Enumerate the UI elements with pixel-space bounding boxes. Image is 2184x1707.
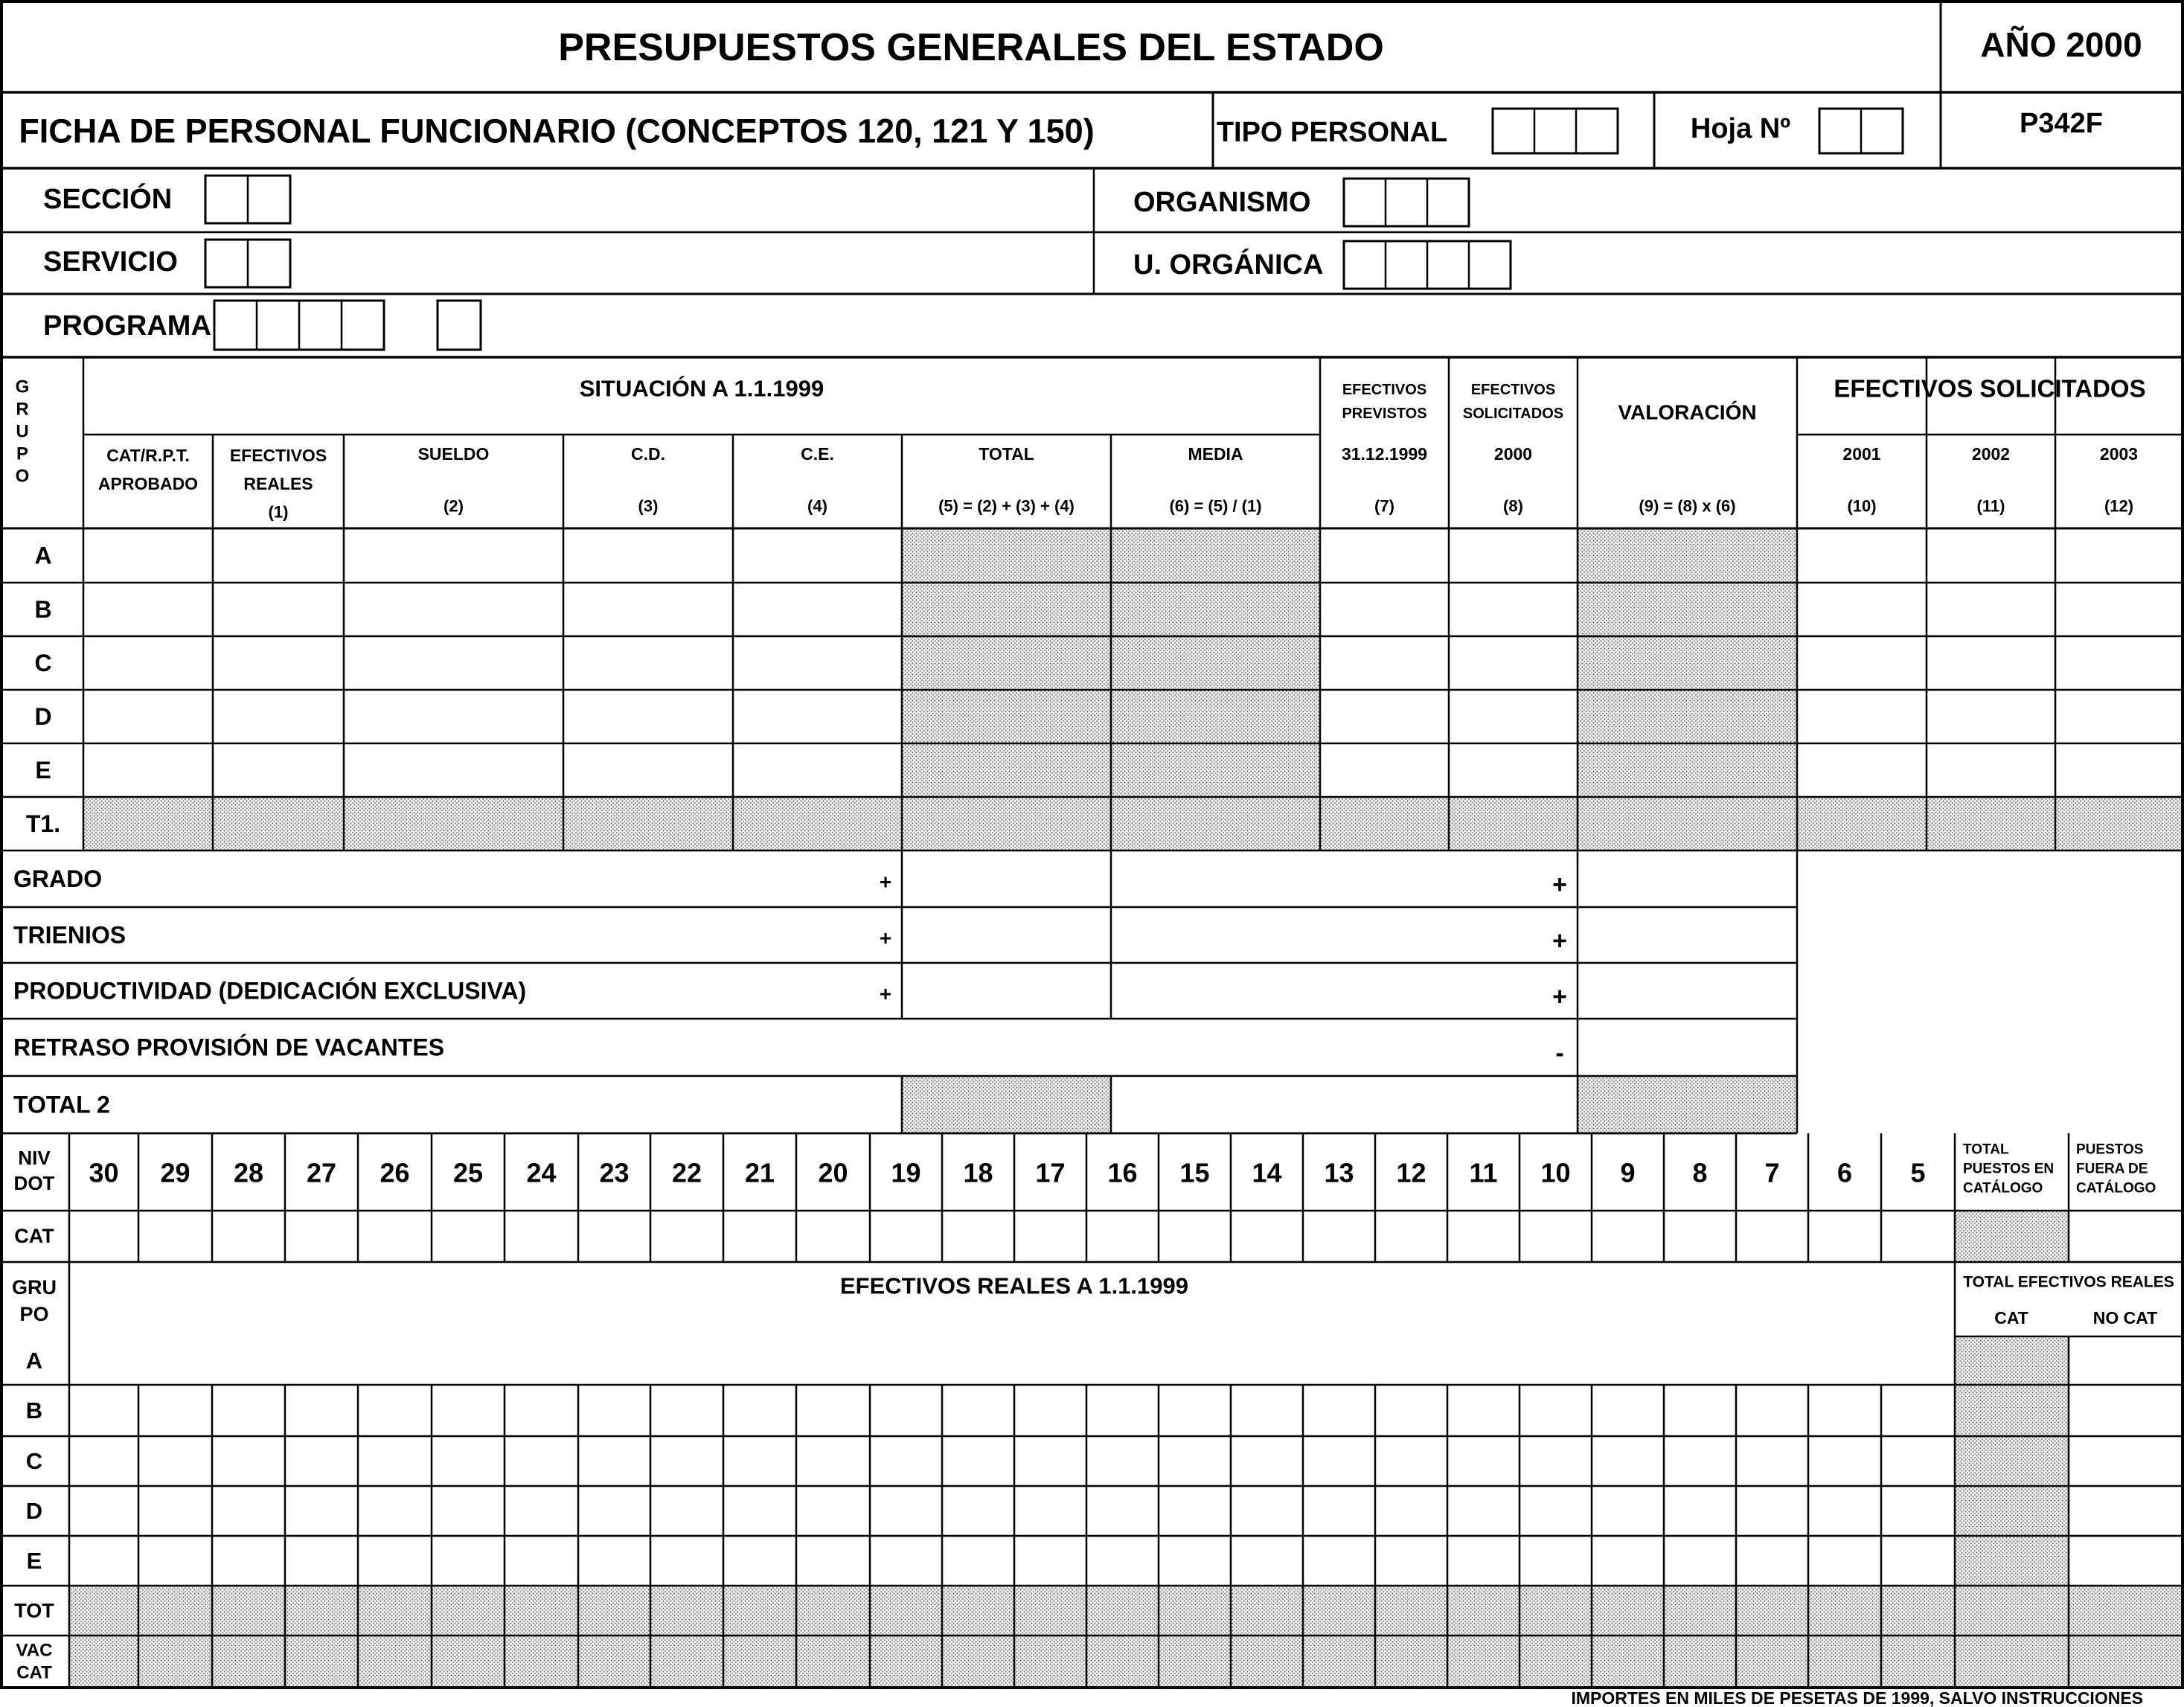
column-number: (12) [2104, 496, 2134, 516]
grupo-label: PO [19, 1303, 49, 1325]
organismo-label: ORGANISMO [1133, 187, 1311, 218]
shaded-cell [1578, 690, 1797, 743]
total-row-shade [83, 797, 2183, 851]
efectivos-solicitados-header: SOLICITADOS [1462, 406, 1564, 422]
u-organica-label: U. ORGÁNICA [1133, 249, 1324, 281]
sign: + [1552, 926, 1567, 955]
total-puestos-header: TOTAL [1963, 1141, 2009, 1158]
level-23: 23 [599, 1157, 630, 1188]
total-puestos-header: CATÁLOGO [1963, 1180, 2043, 1197]
level-15: 15 [1179, 1157, 1210, 1188]
grupo-row-E: E [26, 1548, 42, 1574]
column-number: (5) = (2) + (3) + (4) [938, 496, 1075, 516]
row-label-E: E [35, 757, 51, 784]
shaded-cell [1955, 1336, 2069, 1385]
niv-dot-label: NIV [18, 1147, 51, 1169]
column-number: (8) [1503, 496, 1523, 516]
level-14: 14 [1252, 1157, 1282, 1188]
niv-dot-label: DOT [13, 1172, 55, 1194]
level-18: 18 [963, 1157, 993, 1188]
column-label: APROBADO [97, 474, 199, 493]
column-number: (7) [1374, 496, 1394, 516]
grupo-letter: P [16, 443, 29, 464]
shaded-cell [1111, 528, 1320, 583]
puestos-fuera-header: PUESTOS [2076, 1141, 2144, 1158]
programa-extra-input[interactable] [438, 301, 481, 350]
vac-cat-label: CAT [16, 1662, 52, 1683]
year-label: AÑO 2000 [1980, 25, 2142, 64]
extra-row-label: RETRASO PROVISIÓN DE VACANTES [13, 1034, 445, 1061]
level-29: 29 [160, 1157, 190, 1188]
level-8: 8 [1692, 1157, 1708, 1188]
column-number: (11) [1976, 496, 2005, 516]
shaded-cell [1955, 1436, 2069, 1486]
total2-shade [1578, 1076, 1797, 1133]
organismo-input[interactable] [1344, 179, 1469, 226]
extra-row-label: TRIENIOS [13, 921, 127, 949]
level-5: 5 [1910, 1157, 1926, 1188]
column-label: CAT/R.P.T. [106, 446, 190, 465]
u-organica-input[interactable] [1344, 241, 1511, 289]
shaded-cell [1955, 1385, 2069, 1436]
sign: + [879, 870, 892, 894]
total2-shade [902, 1076, 1111, 1133]
column-number: (1) [268, 502, 289, 522]
level-27: 27 [306, 1157, 337, 1188]
efectivos-reales-header: EFECTIVOS REALES A 1.1.1999 [839, 1272, 1189, 1299]
level-6: 6 [1836, 1157, 1853, 1188]
shaded-cell [1955, 1486, 2069, 1536]
cat-col-header: CAT [1994, 1308, 2028, 1328]
total-puestos-header: PUESTOS EN [1963, 1161, 2055, 1177]
level-12: 12 [1396, 1157, 1426, 1188]
column-label: C.D. [631, 444, 665, 464]
column-number: (3) [638, 496, 659, 516]
vac-cat-label: VAC [16, 1640, 53, 1661]
level-9: 9 [1620, 1157, 1636, 1188]
sign: - [1555, 1039, 1564, 1068]
grupo-label: GRU [12, 1276, 57, 1298]
grupo-letter: U [16, 421, 29, 442]
programa-label: PROGRAMA [43, 310, 211, 342]
extra-row-label: GRADO [13, 865, 103, 892]
shaded-cell [902, 636, 1111, 690]
grupo-row-C: C [25, 1448, 43, 1474]
puestos-fuera-header: CATÁLOGO [2076, 1180, 2156, 1197]
level-16: 16 [1107, 1157, 1138, 1188]
level-21: 21 [744, 1157, 775, 1188]
efectivos-solicitados-group-header: EFECTIVOS SOLICITADOS [1834, 374, 2146, 403]
level-26: 26 [380, 1157, 410, 1188]
grupo-letter: G [15, 377, 30, 397]
shaded-cell [1111, 690, 1320, 743]
extra-row-label: TOTAL 2 [13, 1091, 110, 1118]
hoja-label: Hoja Nº [1690, 113, 1791, 144]
tot-row-shade [69, 1586, 2183, 1636]
grupo-letter: R [16, 399, 29, 420]
no-cat-col-header: NO CAT [2092, 1308, 2158, 1328]
level-22: 22 [671, 1157, 702, 1188]
sign: + [879, 982, 892, 1005]
form-subtitle: FICHA DE PERSONAL FUNCIONARIO (CONCEPTOS 120, 121 Y 150) [19, 112, 1095, 150]
grupo-row-TOT: TOT [14, 1599, 54, 1622]
situacion-header: SITUACIÓN A 1.1.1999 [579, 375, 824, 402]
efectivos-solicitados-header: EFECTIVOS [1470, 382, 1556, 398]
column-label: 2002 [1971, 444, 2011, 464]
shaded-cell [1111, 583, 1320, 636]
grupo-row-A: A [25, 1348, 43, 1374]
hoja-input[interactable] [1819, 109, 1903, 153]
shaded-cell [1578, 743, 1797, 797]
column-number: (2) [443, 496, 464, 516]
shaded-cell [1578, 528, 1797, 583]
shaded-cell [902, 690, 1111, 743]
row-label-A: A [34, 542, 52, 569]
tipo-personal-input[interactable] [1493, 109, 1618, 153]
shaded-cell [1111, 636, 1320, 690]
vac-row-shade [69, 1636, 2183, 1688]
shaded-cells [69, 528, 2183, 1688]
column-label: MEDIA [1188, 444, 1243, 464]
column-label: EFECTIVOS [229, 446, 327, 465]
level-30: 30 [89, 1157, 119, 1188]
shaded-cell [1578, 583, 1797, 636]
extra-row-label: PRODUCTIVIDAD (DEDICACIÓN EXCLUSIVA) [13, 977, 527, 1005]
puestos-fuera-header: FUERA DE [2076, 1161, 2148, 1177]
column-label: 2000 [1493, 444, 1533, 464]
sign: + [879, 926, 892, 949]
tipo-personal-label: TIPO PERSONAL [1216, 117, 1448, 148]
grupo-row-B: B [25, 1397, 43, 1423]
shaded-cell [1578, 636, 1797, 690]
cat-row-label: CAT [14, 1225, 54, 1247]
shaded-cell [1955, 1536, 2069, 1586]
efectivos-previstos-header: PREVISTOS [1342, 406, 1427, 422]
seccion-input[interactable] [205, 176, 290, 223]
shaded-cell [902, 528, 1111, 583]
column-label: 2003 [2099, 444, 2139, 464]
level-13: 13 [1324, 1157, 1354, 1188]
level-28: 28 [233, 1157, 264, 1188]
sign: + [1552, 982, 1567, 1011]
column-label: REALES [243, 474, 313, 493]
level-25: 25 [452, 1157, 484, 1188]
footer-note: IMPORTES EN MILES DE PESETAS DE 1999, SALVO INSTRUCCIONES [1571, 1688, 2143, 1707]
shaded-cell [902, 583, 1111, 636]
servicio-label: SERVICIO [43, 246, 178, 278]
column-label: 31.12.1999 [1341, 444, 1428, 464]
level-17: 17 [1035, 1157, 1066, 1188]
column-number: (9) = (8) x (6) [1639, 496, 1736, 516]
cat-total-shade [1955, 1211, 2069, 1262]
level-20: 20 [818, 1157, 848, 1188]
form-title: PRESUPUESTOS GENERALES DEL ESTADO [558, 26, 1384, 69]
valoracion-header: VALORACIÓN [1618, 400, 1757, 424]
shaded-cell [902, 743, 1111, 797]
level-19: 19 [891, 1157, 921, 1188]
level-24: 24 [526, 1157, 557, 1188]
seccion-label: SECCIÓN [43, 184, 173, 215]
column-label: TOTAL [979, 444, 1034, 464]
row-label-T1: T1. [25, 810, 61, 837]
row-label-C: C [34, 650, 52, 676]
column-number: (10) [1847, 496, 1877, 516]
column-number: (6) = (5) / (1) [1169, 496, 1262, 516]
efectivos-previstos-header: EFECTIVOS [1342, 382, 1427, 398]
row-label-D: D [34, 703, 52, 730]
grupo-letter: O [15, 466, 30, 487]
shaded-cell [1111, 743, 1320, 797]
form-code: P342F [2020, 108, 2103, 139]
column-label: SUELDO [417, 444, 490, 464]
level-11: 11 [1469, 1157, 1498, 1188]
grupo-row-D: D [25, 1498, 43, 1524]
column-label: C.E. [801, 444, 834, 464]
sign: + [1552, 871, 1567, 899]
servicio-input[interactable] [205, 240, 290, 287]
row-label-B: B [34, 596, 52, 623]
level-10: 10 [1540, 1157, 1571, 1188]
total-efectivos-reales-header: TOTAL EFECTIVOS REALES [1963, 1273, 2174, 1291]
column-label: 2001 [1842, 444, 1881, 464]
column-number: (4) [807, 496, 827, 516]
programa-input[interactable] [214, 301, 384, 350]
level-7: 7 [1764, 1157, 1780, 1188]
